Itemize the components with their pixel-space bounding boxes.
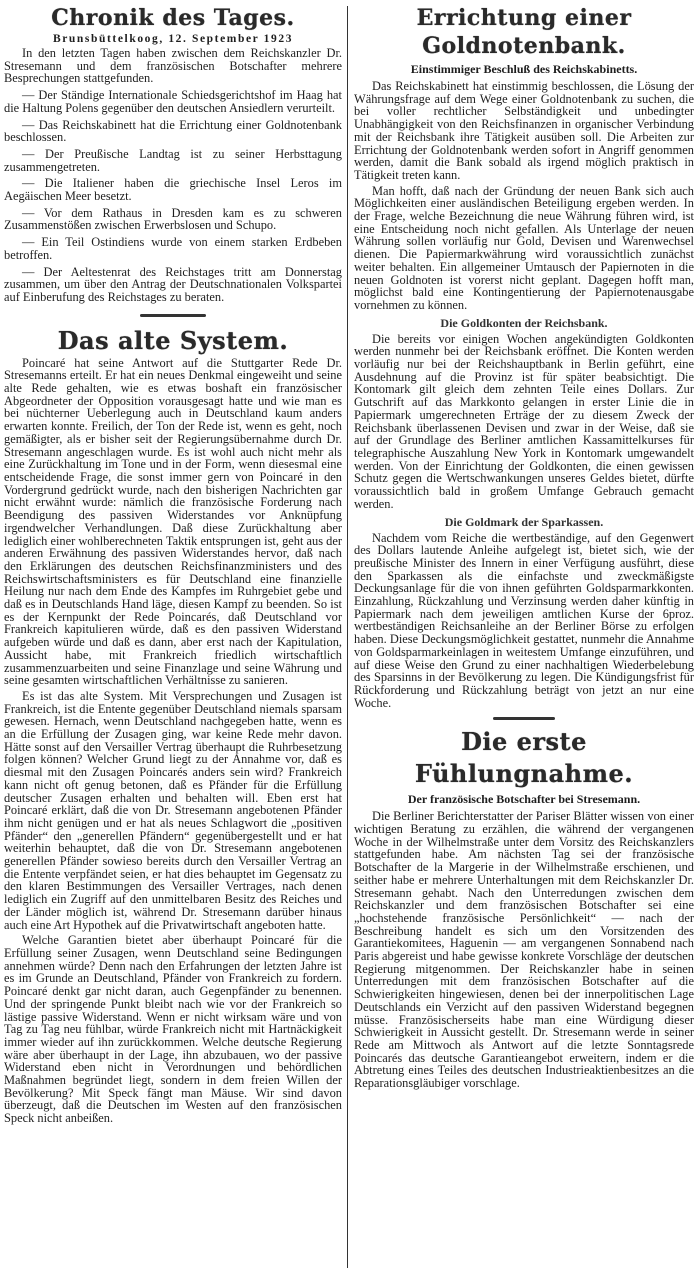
left-column [4,4,342,1128]
separator-rule [493,717,555,720]
article-paragraph: Die Berliner Berichterstatter der Pariser Blätter wissen von einer wichtigen Beratung zu erzählen, die während der vergangenen Woche in der Wilhelmstraße unter dem Vorsitz des Reichskanzlers stattgefunden habe. Am nächsten Tag sei der französische Botschafter de la Margerie in der Wilhelmstraße erschienen, und seither habe er mehrere Unterhaltungen mit dem Reichskanzler Dr. Stresemann gehabt. Nach den Unterredungen zwischen dem Reichskanzler und dem französischen Botschafter sei eine „hochstehende französische Persönlichkeit“ — nach der Beschreibung handelt es sich um den Vorsitzenden des Garantiekomitees, Haguenin — am vergangenen Sonnabend nach Paris abgereist und habe gewisse konkrete Vorschläge der deutschen Regierung mitgenommen. Der Reichskanzler habe in seinen Unterredungen mit dem französischen Botschafter auf die Schwierigkeiten hingewiesen, denen bei der innerpolitischen Lage Deutschlands ein Verzicht auf den passiven Widerstand begegnen müsse. Französischerseits habe man eine Würdigung dieser Schwierigkeit in Aussicht gestellt. Dr. Stresemann werde in seiner Rede am Mittwoch als Antwort auf die letzte Sonntagsrede Poincarés das deutsche Garantieangebot erweitern, indem er die Abtretung eines Teiles des deutschen Industrieaktienbesitzes an die Reparationsgläubiger vorschlage. [354,809,694,1091]
right-column [354,4,694,1093]
section-paragraph: Die bereits vor einigen Wochen angekündigten Goldkonten werden nunmehr bei der Reichsbank eröffnet. Die Konten werden vorläufig nur bei der Reichshauptbank in Berlin geführt, eine Ausdehnung auf die Provinz ist für später beabsichtigt. Die Kontomark gilt gleich dem zehnten Teile eines Dollars. Zur Gutschrift auf das Markkonto gelangen in erster Linie die in Papiermark umgerechneten Erträge der zu diesem Zweck der Reichsbank überlassenen Devisen und zwar in der Weise, daß sie auf der Grundlage des Berliner amtlichen Kassamittelkurses für telegraphische Auszahlung New York in Kontomark umgewandelt werden. Von der Einrichtung der Goldkonten, die einen gewissen Schutz gegen die Wertschwankungen unseres Geldes bietet, dürfte voraussichtlich bald in großem Umfange Gebrauch gemacht werden. [354,331,694,511]
article-title: Das alte System. [57,325,289,355]
column-divider [347,6,348,1268]
article-goldnotenbank [354,4,694,709]
article-subtitle: Der französische Botschafter bei Stresemann. [407,792,641,807]
section-heading: Die Goldmark der Sparkassen. [444,514,604,529]
section-heading: Die Goldkonten der Reichsbank. [440,315,608,330]
chronik-des-tages [4,4,342,304]
article-paragraph: Poincaré hat seine Antwort auf die Stuttgarter Rede Dr. Stresemanns erteilt. Er hat ein neues Denkmal eingeweiht und seine alte Rede gehalten, wie es etwas boshaft ein französischer Abgeordneter der Opposition vorausgesagt hatte und wie man es bei nüchterner Ueberlegung auch in Deutschland kaum anders erwarten konnte. Freilich, der Ton der Rede ist, wenn es geht, noch gemäßigter, als er bisher seit der Regierungsübernahme durch Dr. Stresemann angeschlagen wurde. Es ist wohl auch nicht mehr als eine Zurückhaltung im Tone und in der Form, wenn diesesmal eine entscheidende Frage, die sonst immer gern von Poincaré in den Vordergrund gedrückt wurde, nach den bisherigen Nachrichten gar nicht erwähnt wurde: nämlich die französische Forderung nach Beendigung des passiven Widerstandes vor Anknüpfung irgendwelcher Verhandlungen. Daß diese Zurückhaltung aber lediglich einer wohlberechneten Taktik entsprungen ist, geht aus der anderen Erwähnung des passiven Widerstandes hervor, daß nach den Erklärungen des deutschen Reichsfinanzministers und des Reichswirtschaftsministers es für Deutschland eine finanzielle Heilung nur nach dem Ende des Kampfes im Ruhrgebiet gebe und daß es in Deutschlands Hand läge, diesen Kampf zu beenden. So ist es der Kernpunkt der Rede Poincarés, daß Deutschland vor Frankreich kapitulieren würde, daß es den passiven Widerstand aufgeben würde und daß es dann, aber erst nach der Kapitulation, Aussicht habe, mit Frankreich friedlich wirtschaftlich zusammenzuarbeiten und seine Finanzlage und seine Währung und seine gesamten wirtschaftlichen Verhältnisse zu sanieren. [4,355,342,688]
chronik-item: — Das Reichskabinett hat die Errichtung einer Goldnotenbank beschlossen. [4,117,342,145]
article-title: Die erste Fühlungnahme. [414,727,634,789]
chronik-item: — Der Preußische Landtag ist zu seiner Herbsttagung zusammengetreten. [4,146,342,174]
chronik-item: — Vor dem Rathaus in Dresden kam es zu schweren Zusammenstößen zwischen Erwerbslosen und Schupo. [4,205,342,233]
article-paragraph: Man hofft, daß nach der Gründung der neuen Bank sich auch Möglichkeiten einer ausländischen Beteiligung ergeben werden. In der Frage, welche Bezeichnung die neue Währung führen wird, ist eine Entscheidung noch nicht gefallen. Als Unterlage der neuen Währung sollen vorläufig nur Gold, Devisen und Warenwechsel dienen. Die Papiermarkwährung wird voraussichtlich zunächst weiter behalten. Ein allgemeiner Umtausch der Papiernoten in die neuen Goldnoten ist vorerst nicht geplant. Dagegen hofft man, möglichst bald eine Kontingentierung der Papiernotenausgabe vornehmen zu können. [354,183,694,312]
chronik-item: — Ein Teil Ostindiens wurde von einem starken Erdbeben betroffen. [4,235,342,262]
section-paragraph: Nachdem vom Reiche die wertbeständige, auf den Gegenwert des Dollars lautende Anleihe aufgelegt ist, bietet sich, wie der preußische Minister des Innern in einer Verfügung ausführt, diese den Sparkassen als die einfachste und zweckmäßigste Deckungsanlage für die von ihnen geführten Goldsparmarkkonten. Einzahlung, Rückzahlung und Verzinsung werden daher künftig in Papiermark nach dem jeweiligen amtlichen Kurse der 6proz. wertbeständigen Reichsanleihe an der Berliner Börse zu erfolgen haben. Diese Deckungsmöglichkeit gestattet, nunmehr die Annahme von Goldsparmarkeinlagen in weitestem Umfange einzuführen, und auf diese Weise den Grund zu einer nachhaltigen Wiederbelebung des Sparsinns in der Bevölkerung zu legen. Die Kündigungsfrist für Rückforderung und Rückzahlung beträgt von jetzt an nur eine Woche. [354,530,694,710]
chronik-title: Chronik des Tages. [51,5,295,31]
article-title: Errichtung einer Goldnotenbank. [416,5,632,59]
article-subtitle: Einstimmiger Beschluß des Reichskabinetts. [410,62,638,76]
dateline: Brunsbüttelkoog, 12. September 1923 [52,33,294,45]
article-paragraph: Welche Garantien bietet aber überhaupt Poincaré für die Erfüllung seiner Zusagen, wenn Deutschland seine Bedingungen annehmen würde? Denn nach den Erfahrungen der letzten Jahre ist es im Grunde an Deutschland, Pfänder von Frankreich zu fordern. Poincaré denkt gar nicht daran, auch Gegenpfänder zu benennen. Und der springende Punkt bleibt nach wie vor der Frankreich so lästige passive Widerstand. Wenn er nicht wirksam wäre und von Tag zu Tag neu fühlbar, würde Frankreich nicht mit Hartnäckigkeit immer wieder auf ihn zurückkommen. Welche deutsche Regierung wäre aber überhaupt in der Lage, ihn abzubauen, wo der passive Widerstand eben nicht in Verordnungen und behördlichen Maßnahmen begründet liegt, sondern in dem freien Willen der Bevölkerung? Mit Speck fängt man Mäuse. Wir sind davon überzeugt, daß die Deutschen im Westen auf den französischen Speck nicht anbeißen. [4,933,342,1126]
article-das-alte-system [4,325,342,1125]
chronik-item: In den letzten Tagen haben zwischen dem Reichskanzler Dr. Stresemann und dem französischen Botschafter mehrere Besprechungen stattgefunden. [4,46,342,86]
article-erste-fuehlungnahme [354,726,694,1089]
article-paragraph: Das Reichskabinett hat einstimmig beschlossen, die Lösung der Währungsfrage auf dem Wege einer Goldnotenbank zu suchen, die bei voller rechtlicher Selbständigkeit und unbedingter Unabhängigkeit von den Reichsfinanzen in organischer Verbindung mit der Reichsbank ihre Tätigkeit ausüben soll. Die Arbeiten zur Errichtung der Goldnotenbank werden sofort in Angriff genommen werden, damit die Bank sobald als irgend möglich praktisch in Tätigkeit treten kann. [354,79,694,182]
chronik-item: — Der Ständige Internationale Schiedsgerichtshof im Haag hat die Haltung Polens gegenüber den deutschen Ansiedlern verurteilt. [4,88,342,115]
chronik-item: — Der Aeltestenrat des Reichstages tritt am Donnerstag zusammen, um über den Antrag der Deutschnationalen Volkspartei auf Einberufung des Reichstages zu beraten. [4,264,342,304]
article-paragraph: Es ist das alte System. Mit Versprechungen und Zusagen ist Frankreich, ist die Entente gegenüber Deutschland niemals sparsam gewesen. Hernach, wenn Deutschland nachgegeben hatte, wenn es an die Erfüllung der Zusagen ging, war keine Rede mehr davon. Hätte sonst auf den Versailler Vertrag überhaupt die Ruhrbesetzung folgen können? Welcher Grund liegt zu der Annahme vor, daß es diesmal mit den Zusagen Poincarés anders sein wird? Frankreich kann nicht oft genug betonen, daß es Pfänder für die Erfüllung deutscher Zusagen erhalten und behalten will. Eben erst hat Poincaré erklärt, daß die von Dr. Stresemann angebotenen Pfänder ihm nicht genügen und er hat als neues Schlagwort die „positiven Pfänder“ den „generellen Pfändern“ gegenübergestellt und er hat weiterhin behauptet, daß die von Dr. Stresemann angebotenen generellen Pfänder sowieso bereits durch den Versailler Vertrag an die Entente verpfändet seien, er hat dies behauptet im Gegensatz zu den klaren Bestimmungen des Versailler Vertrages, nach denen lediglich ein Zugriff auf den unmittelbaren Besitz des Reiches und der Länder möglich ist, während Dr. Stresemann darüber hinaus auch eine Art Hypothek auf die Privatwirtschaft angeboten hatte. [4,688,342,932]
separator-rule [140,314,206,317]
chronik-item: — Die Italiener haben die griechische Insel Leros im Aegäischen Meer besetzt. [4,176,342,204]
